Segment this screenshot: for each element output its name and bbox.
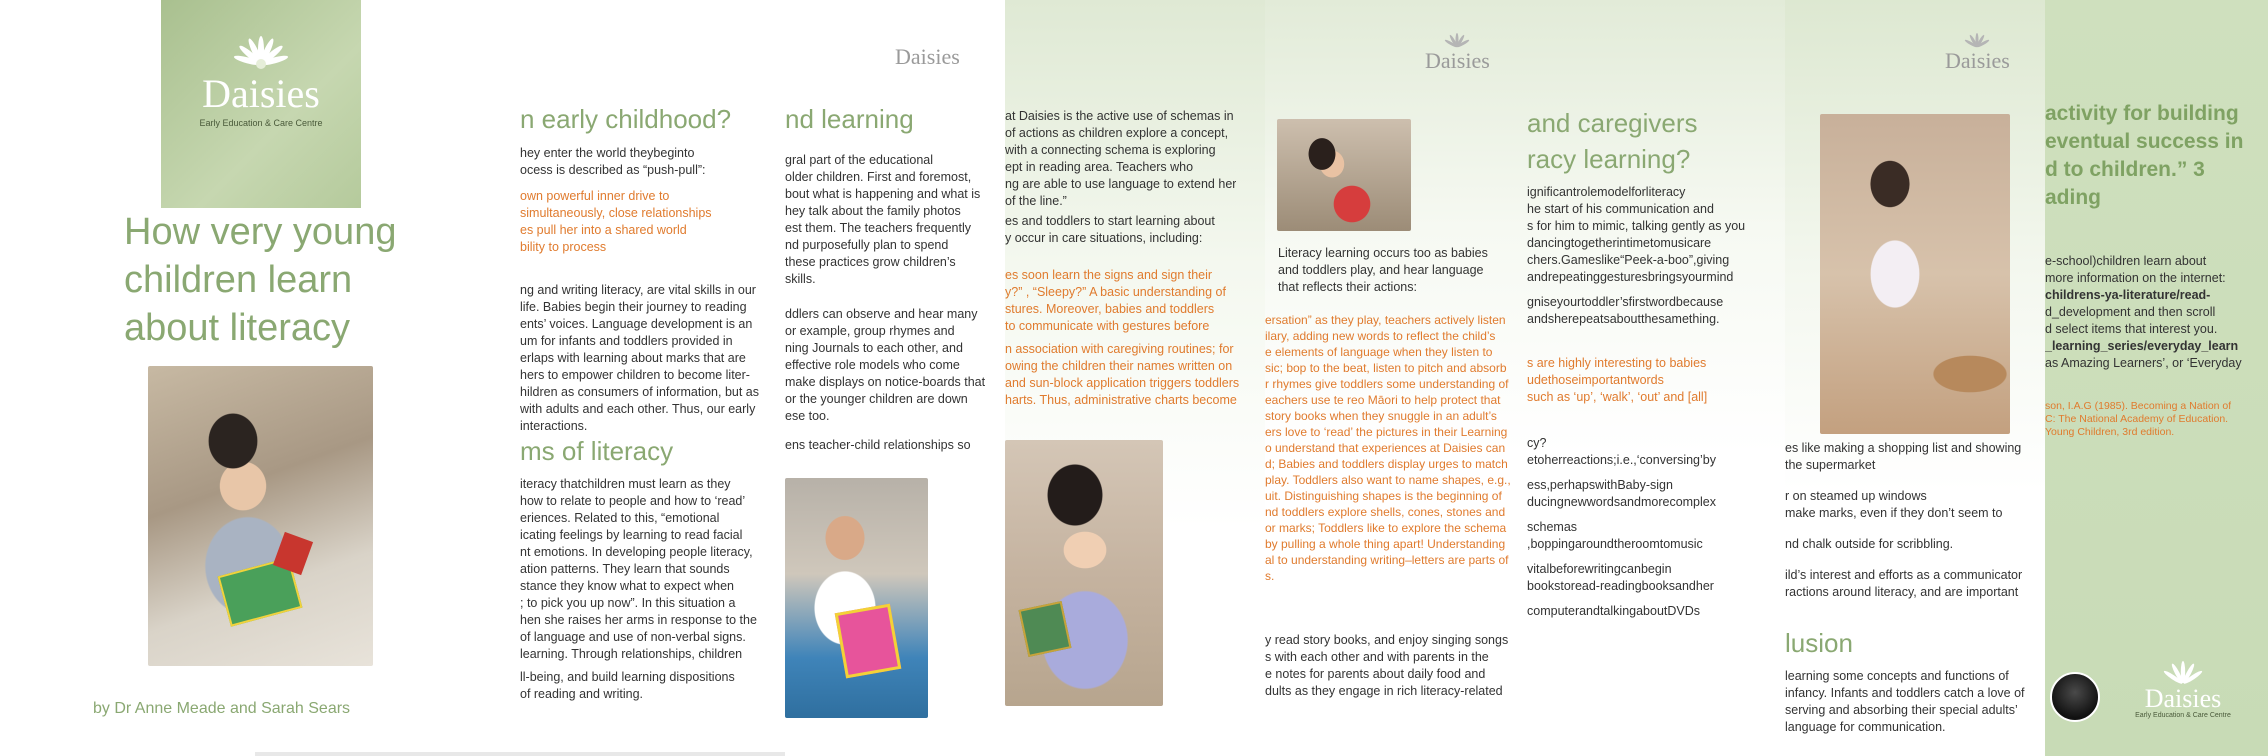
- heading-line: ading: [2045, 186, 2101, 209]
- text-line: r on steamed up windows: [1785, 489, 1927, 503]
- orange-line: udethoseimportantwords: [1527, 373, 1664, 387]
- text-line: s with each other and with parents in the: [1265, 650, 1489, 664]
- text-line: at Daisies is the active use of schemas in: [1005, 109, 1234, 123]
- page-early-childhood: [520, 0, 785, 756]
- resources-text: [2045, 253, 2242, 372]
- text-line: make marks, even if they don’t seem to: [1785, 506, 2003, 520]
- section-heading: and caregivers: [1527, 108, 1698, 138]
- cover-title: [124, 208, 396, 352]
- orange-line: to communicate with gestures before: [1005, 319, 1210, 333]
- text-line: erlaps with learning about marks that are: [520, 351, 746, 365]
- text-line: ept in reading area. Teachers who: [1005, 160, 1194, 174]
- orange-line: sic; bop to the beat, listen to pitch and absorb: [1265, 361, 1507, 375]
- important-words-list: [1527, 355, 1707, 406]
- text-line: ation patterns. They learn that sounds: [520, 562, 730, 576]
- text-line: d select items that interest you.: [2045, 322, 2218, 336]
- heading-line: activity for building: [2045, 102, 2239, 125]
- orange-line: play. Toddlers also want to name shapes, e.g.,: [1265, 473, 1511, 487]
- orange-line: stures. Moreover, babies and toddlers: [1005, 302, 1215, 316]
- cover-logo-block: [161, 0, 361, 208]
- reference-line: Young Children, 3rd edition.: [2045, 426, 2175, 438]
- text-line: andrepeatinggesturesbringsyourmind: [1527, 270, 1734, 284]
- daisy-logo-icon: [221, 30, 301, 74]
- daisy-logo-icon: [1442, 32, 1472, 48]
- text-line: the supermarket: [1785, 458, 1876, 472]
- text-line: [1527, 595, 1716, 603]
- play-list: [1265, 312, 1511, 584]
- orange-line: or marks; Toddlers like to explore the schema: [1265, 521, 1507, 535]
- cover-authors: by Dr Anne Meade and Sarah Sears: [93, 700, 351, 717]
- care-situations-list: [1005, 267, 1239, 409]
- section-heading: n early childhood?: [520, 104, 732, 134]
- bottom-scroll-strip: [255, 752, 785, 756]
- section-heading-2: ms of literacy: [520, 436, 674, 466]
- care-situations-paragraph: [1005, 213, 1215, 247]
- text-line: ens teacher-child relationships so: [785, 438, 971, 452]
- story-books-paragraph: [1265, 632, 1508, 700]
- text-line: stance they know what to expect when: [520, 579, 735, 593]
- text-line: or example, group rhymes and: [785, 324, 955, 338]
- orange-line: by pulling a whole thing apart! Understanding: [1265, 537, 1506, 551]
- text-line: ; to pick you up now”. In this situation a: [520, 596, 736, 610]
- text-line: ents’ voices. Language development is an: [520, 317, 753, 331]
- text-line: with adults and each other. Thus, our early: [520, 402, 756, 416]
- orange-line: y?” , “Sleepy?” A basic understanding of: [1005, 285, 1226, 299]
- text-line: these practices grow children’s: [785, 255, 956, 269]
- people-literacy-paragraph: [520, 476, 757, 703]
- text-line: nd purposefully plan to spend: [785, 238, 949, 252]
- text-line: e-school)children learn about: [2045, 254, 2207, 268]
- book-in-hands: [1018, 601, 1071, 657]
- orange-line: uit. Distinguishing shapes is the beginning of: [1265, 489, 1502, 503]
- orange-line: al to understanding writing–letters are parts of: [1265, 553, 1509, 567]
- text-line: cy?: [1527, 436, 1547, 450]
- text-line: or the younger children are down: [785, 392, 968, 406]
- logo-subtitle: Early Education & Care Centre: [199, 118, 323, 128]
- pink-book-in-photo: [835, 604, 902, 679]
- orange-line: own powerful inner drive to: [520, 189, 670, 203]
- page-logo: [895, 44, 960, 70]
- text-line: bout what is happening and what is: [785, 187, 981, 201]
- page-logo: [1945, 32, 2010, 74]
- text-line: language for communication.: [1785, 720, 1946, 734]
- text-line: [1785, 474, 2022, 488]
- orange-line: owing the children their names written on: [1005, 359, 1233, 373]
- orange-line: nd toddlers explore shells, cones, stones and: [1265, 505, 1506, 519]
- text-line: ignificantrolemodelforliteracy: [1527, 185, 1686, 199]
- photo-toddler-at-table: [1820, 114, 2010, 434]
- text-line: hers to empower children to become liter-: [520, 368, 750, 382]
- text-line: [1527, 286, 1745, 294]
- back-heading: [2045, 100, 2243, 212]
- cover-page: [0, 0, 520, 756]
- text-line: eriences. Related to this, “emotional: [520, 511, 720, 525]
- text-line: that reflects their actions:: [1278, 280, 1417, 294]
- logo-name: Daisies: [895, 44, 960, 69]
- toddlers-paragraph: [785, 306, 985, 425]
- orange-line: o understand that experiences at Daisies can: [1265, 441, 1506, 455]
- text-line: hey talk about the family photos: [785, 204, 961, 218]
- text-line: etoherreactions;i.e.,‘conversing’by: [1527, 453, 1716, 467]
- page-logo: [1425, 32, 1490, 74]
- schemas-paragraph: [1005, 108, 1236, 210]
- text-line: ducingnewwordsandmorecomplex: [1527, 495, 1716, 509]
- text-line: est them. The teachers frequently: [785, 221, 971, 235]
- text-line: icating feelings by learning to read facial: [520, 528, 743, 542]
- text-line: y occur in care situations, including:: [1005, 231, 1203, 245]
- text-line: [1527, 553, 1716, 561]
- conclusion-paragraph: [1785, 668, 2025, 736]
- text-line: of the line.”: [1005, 194, 1067, 208]
- title-line-3: about literacy: [124, 307, 351, 349]
- page-schemas: [1005, 0, 1265, 756]
- references: [2045, 400, 2231, 439]
- text-line: ll-being, and build learning dispositions: [520, 670, 735, 684]
- text-line: e notes for parents about daily food and: [1265, 667, 1486, 681]
- role-model-paragraph: [1527, 184, 1745, 328]
- photo-baby-with-book: [785, 478, 928, 718]
- logo-name: Daisies: [1425, 48, 1490, 73]
- orange-line: s are highly interesting to babies: [1527, 356, 1707, 370]
- text-line: [1785, 522, 2022, 536]
- text-line: nd chalk outside for scribbling.: [1785, 537, 1954, 551]
- text-line: how to relate to people and how to ‘read’: [520, 494, 746, 508]
- text-line: gniseyourtoddler’sfirstwordbecause: [1527, 295, 1724, 309]
- tips-list: [1527, 435, 1716, 620]
- orange-line: ilary, adding new words to reflect the child’s: [1265, 329, 1496, 343]
- back-logo: [2123, 660, 2243, 719]
- text-line: [1527, 469, 1716, 477]
- text-line: um for infants and toddlers provided in: [520, 334, 733, 348]
- text-line: ng are able to use language to extend her: [1005, 177, 1237, 191]
- text-line: es and toddlers to start learning about: [1005, 214, 1215, 228]
- text-line: skills.: [785, 272, 816, 286]
- orange-line: s.: [1265, 569, 1275, 583]
- text-line: as Amazing Learners’, or ‘Everyday: [2045, 356, 2242, 370]
- orange-line: eachers use te reo Māori to help protect that: [1265, 393, 1501, 407]
- text-line: ng and writing literacy, are vital skills in our: [520, 283, 756, 297]
- partner-badge-icon: [2050, 672, 2100, 722]
- text-line: interactions.: [520, 419, 588, 433]
- text-line: iteracy thatchildren must learn as they: [520, 477, 731, 491]
- logo-name: Daisies: [2144, 684, 2222, 713]
- text-line: hildren as consumers of information, but as: [520, 385, 760, 399]
- orange-line: story books when they snuggle in an adult’s: [1265, 409, 1497, 423]
- text-line: of language and use of non-verbal signs.: [520, 630, 746, 644]
- text-line: of actions as children explore a concept,: [1005, 126, 1229, 140]
- page-caregivers: [1265, 0, 1785, 756]
- title-line-2: children learn: [124, 259, 353, 301]
- text-line: schemas: [1527, 520, 1578, 534]
- conclusion-heading: lusion: [1785, 628, 1853, 658]
- text-line: older children. First and foremost,: [785, 170, 972, 184]
- orange-line: d; Babies and toddlers display urges to match: [1265, 457, 1508, 471]
- text-line: bookstoread-readingbooksandher: [1527, 579, 1714, 593]
- text-line: learning. Through relationships, children: [520, 647, 743, 661]
- text-line: d_development and then scroll: [2045, 305, 2216, 319]
- activities-text: [1785, 440, 2022, 601]
- page-conclusion: [1785, 0, 2045, 756]
- photo-toddler-reading: [1005, 440, 1163, 706]
- text-line: andsherepeatsaboutthesamething.: [1527, 312, 1720, 326]
- text-line: es like making a shopping list and showing: [1785, 441, 2022, 455]
- link-text[interactable]: childrens-ya-literature/read-: [2045, 288, 2211, 302]
- text-line: nt emotions. In developing people literacy,: [520, 545, 753, 559]
- text-line: more information on the internet:: [2045, 271, 2226, 285]
- page-learning: [785, 0, 1005, 756]
- text-line: make displays on notice-boards that: [785, 375, 986, 389]
- section-heading-2: racy learning?: [1527, 144, 1691, 174]
- text-line: ,boppingaroundtheroomtomusic: [1527, 537, 1703, 551]
- text-line: he start of his communication and: [1527, 202, 1714, 216]
- orange-line: simultaneously, close relationships: [520, 206, 712, 220]
- text-line: learning some concepts and functions of: [1785, 669, 2009, 683]
- orange-line: harts. Thus, administrative charts become: [1005, 393, 1237, 407]
- heading-line: eventual success in: [2045, 130, 2244, 153]
- text-line: ning Journals to each other, and: [785, 341, 963, 355]
- text-line: ddlers can observe and hear many: [785, 307, 978, 321]
- text-line: with a connecting schema is exploring: [1005, 143, 1216, 157]
- text-line: effective role models who come: [785, 358, 960, 372]
- text-line: y read story books, and enjoy singing songs: [1265, 633, 1509, 647]
- text-line: chers.Gameslike“Peek-a-boo”,giving: [1527, 253, 1730, 267]
- text-line: [1527, 511, 1716, 519]
- orange-line: n association with caregiving routines; for: [1005, 342, 1234, 356]
- logo-name: Daisies: [202, 71, 320, 116]
- orange-line: such as ‘up’, ‘walk’, ‘out’ and [all]: [1527, 390, 1708, 404]
- text-line: hey enter the world theybeginto: [520, 146, 695, 160]
- text-line: life. Babies begin their journey to reading: [520, 300, 747, 314]
- text-line: infancy. Infants and toddlers catch a love of: [1785, 686, 2025, 700]
- title-line-1: How very young: [124, 211, 397, 253]
- intro-text: [520, 145, 706, 179]
- orange-line: ersation” as they play, teachers actively listen: [1265, 313, 1506, 327]
- orange-line: ers love to ‘read’ the pictures in their Learning: [1265, 425, 1508, 439]
- daisy-logo-icon: [2158, 660, 2208, 686]
- text-line: ess,perhapswithBaby-sign: [1527, 478, 1673, 492]
- orange-line: es pull her into a shared world: [520, 223, 687, 237]
- push-pull-list: [520, 188, 712, 256]
- text-line: s for him to mimic, talking gently as you: [1527, 219, 1746, 233]
- text-line: [1785, 553, 2022, 567]
- text-line: gral part of the educational: [785, 153, 934, 167]
- logo-name: Daisies: [1945, 48, 2010, 73]
- photo-caregiver-with-baby: [1277, 119, 1411, 231]
- page-back-cover: [2045, 0, 2268, 756]
- play-caption: [1278, 245, 1488, 296]
- heading-line: d to children.” 3: [2045, 158, 2205, 181]
- text-line: Literacy learning occurs too as babies: [1278, 246, 1488, 260]
- text-line: ese too.: [785, 409, 830, 423]
- orange-line: bility to process: [520, 240, 607, 254]
- text-line: computerandtalkingaboutDVDs: [1527, 604, 1701, 618]
- orange-line: es soon learn the signs and sign their: [1005, 268, 1213, 282]
- section-heading: nd learning: [785, 104, 914, 134]
- orange-line: e elements of language when they listen to: [1265, 345, 1493, 359]
- text-line: ractions around literacy, and are important: [1785, 585, 2019, 599]
- cover-photo-child-reading: [148, 366, 373, 666]
- text-line: hen she raises her arms in response to the: [520, 613, 757, 627]
- literacy-paragraph: [520, 282, 759, 435]
- text-line: ocess is described as “push-pull”:: [520, 163, 706, 177]
- logo-subtitle: Early Education & Care Centre: [2135, 712, 2231, 719]
- text-line: vitalbeforewritingcanbegin: [1527, 562, 1672, 576]
- learning-paragraph: [785, 152, 980, 288]
- relationships-line: [785, 437, 971, 454]
- reference-line: son, I.A.G (1985). Becoming a Nation of: [2045, 400, 2232, 412]
- text-line: of reading and writing.: [520, 687, 643, 701]
- link-text[interactable]: _learning_series/everyday_learn: [2045, 339, 2239, 353]
- reference-line: C: The National Academy of Education.: [2045, 413, 2229, 425]
- text-line: dults as they engage in rich literacy-related: [1265, 684, 1503, 698]
- text-line: dancingtogetherintimetomusicare: [1527, 236, 1712, 250]
- text-line: serving and absorbing their special adults’: [1785, 703, 2018, 717]
- daisy-logo-icon: [1962, 32, 1992, 48]
- orange-line: and sun-block application triggers toddlers: [1005, 376, 1240, 390]
- orange-line: r rhymes give toddlers some understanding of: [1265, 377, 1509, 391]
- text-line: and toddlers play, and hear language: [1278, 263, 1484, 277]
- text-line: ild’s interest and efforts as a communicator: [1785, 568, 2023, 582]
